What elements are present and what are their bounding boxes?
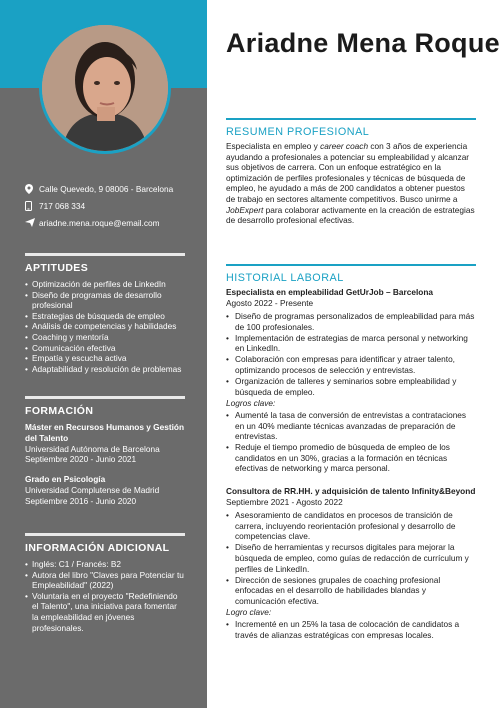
list-item: • Empatía y escucha activa <box>25 353 185 364</box>
summary-part: para colaborar activamente en la creación de estrategias de desarrollo profesional efectivas. <box>226 204 475 226</box>
list-item: • Aumenté la tasa de conversión de entrevistas a contrataciones en un 40% mediante técnicas avanzadas de preparación de entrevistas. <box>226 410 476 442</box>
job-entry <box>226 287 476 474</box>
logros-label: Logro clave: <box>226 606 272 617</box>
candidate-name: Ariadne Mena Roque <box>226 28 500 58</box>
list-item: • Diseño de programas de desarrollo profesional <box>25 290 185 311</box>
education-dates: Septiembre 2016 - Junio 2020 <box>25 495 137 506</box>
aptitudes-section <box>25 253 185 374</box>
phone-icon <box>25 201 39 211</box>
list-item: • Organización de talleres y seminarios sobre empleabilidad y búsqueda de empleo. <box>226 376 476 397</box>
list-item: • Análisis de competencias y habilidades <box>25 321 185 332</box>
resumen-text <box>226 141 476 226</box>
list-item: • Estrategias de búsqueda de empleo <box>25 311 185 322</box>
list-item: • Comunicación efectiva <box>25 343 185 354</box>
list-item: • Diseño de herramientas y recursos digitales para mejorar la búsqueda de empleo, como guías de redacción de currículum y perfiles de LinkedIn. <box>226 542 476 574</box>
list-item: • Implementación de estrategias de marca personal y networking en LinkedIn. <box>226 333 476 354</box>
list-item: • Asesoramiento de candidatos en procesos de transición de carrera, incluyendo reorientación profesional y desarrollo de competencias clave. <box>226 510 476 542</box>
job-achievements <box>226 619 476 640</box>
education-school: Universidad Complutense de Madrid <box>25 484 160 495</box>
list-item: • Diseño de programas personalizados de empleabilidad para más de 100 profesionales. <box>226 311 476 332</box>
list-item: • Reduje el tiempo promedio de búsqueda de empleo de los candidatos en un 30%, gracias a la formación en técnicas efectivas de networking y marca personal. <box>226 442 476 474</box>
education-degree: Grado en Psicología <box>25 474 106 485</box>
job-entry <box>226 486 476 640</box>
address-text: Calle Quevedo, 9 08006 - Barcelona <box>39 183 174 194</box>
send-icon <box>25 218 39 227</box>
list-item: • Autora del libro "Claves para Potenciar tu Empleabilidad" (2022) <box>25 570 185 591</box>
education-dates: Septiembre 2020 - Junio 2021 <box>25 454 137 465</box>
aptitudes-list <box>25 279 185 374</box>
logros-label: Logros clave: <box>226 397 276 408</box>
contact-email <box>25 214 195 231</box>
resumen-section <box>226 118 476 226</box>
job-title: Especialista en empleabilidad GetUrJob – Barcelona <box>226 287 434 297</box>
map-pin-icon <box>25 184 39 194</box>
summary-emphasis: JobExpert <box>226 204 264 215</box>
profile-photo <box>42 25 168 151</box>
list-item: • Inglés: C1 / Francés: B2 <box>25 559 185 570</box>
section-divider <box>25 533 185 536</box>
formacion-section <box>25 396 185 516</box>
summary-part: Especialista en empleo y <box>226 141 321 151</box>
list-item: • Coaching y mentoría <box>25 332 185 343</box>
adicional-list <box>25 559 185 633</box>
profile-photo-frame <box>39 22 171 154</box>
education-degree: Máster en Recursos Humanos y Gestión del Talento <box>25 422 185 443</box>
list-item: • Optimización de perfiles de LinkedIn <box>25 279 185 290</box>
formacion-title: FORMACIÓN <box>25 405 94 417</box>
education-item <box>25 474 185 506</box>
job-achievements <box>226 410 476 474</box>
section-divider <box>25 253 185 256</box>
adicional-section <box>25 533 185 633</box>
historial-title: HISTORIAL LABORAL <box>226 264 476 284</box>
summary-emphasis: career coach <box>320 141 369 151</box>
resumen-title: RESUMEN PROFESIONAL <box>226 118 476 138</box>
phone-text: 717 068 334 <box>39 200 86 211</box>
list-item: • Dirección de sesiones grupales de coaching profesional enfocadas en el desarrollo de habilidades blandas y comunicación efectiva. <box>226 575 476 607</box>
section-divider <box>25 396 185 399</box>
historial-section <box>226 264 476 641</box>
job-dates: Agosto 2022 - Presente <box>226 297 314 308</box>
job-dates: Septiembre 2021 - Agosto 2022 <box>226 496 343 507</box>
contact-phone <box>25 197 195 214</box>
contact-info <box>25 180 195 231</box>
list-item: • Voluntaria en el proyecto "Redefiniendo el Talento", una iniciativa para fomentar la empleabilidad en jóvenes profesionales. <box>25 591 185 633</box>
list-item: • Incrementé en un 25% la tasa de colocación de candidatos a través de alianzas estratégicas con empresas locales. <box>226 619 476 640</box>
profile-photo-illustration <box>42 25 168 151</box>
education-school: Universidad Autónoma de Barcelona <box>25 443 160 454</box>
list-item: • Adaptabilidad y resolución de problemas <box>25 364 185 375</box>
job-tasks <box>226 311 476 397</box>
adicional-title: INFORMACIÓN ADICIONAL <box>25 542 170 554</box>
education-item <box>25 422 185 465</box>
email-link[interactable]: ariadne.mena.roque@email.com <box>39 217 160 228</box>
list-item: • Colaboración con empresas para identificar y atraer talento, optimizando procesos de selección y entrevistas. <box>226 354 476 375</box>
job-tasks <box>226 510 476 606</box>
aptitudes-title: APTITUDES <box>25 262 89 274</box>
contact-address <box>25 180 195 197</box>
job-title: Consultora de RR.HH. y adquisición de talento Infinity&Beyond <box>226 486 476 497</box>
summary-part: con 3 años de experiencia ayudando a profesionales a potenciar su empleabilidad y alcanzar sus objetivos de carrera. Con un enfoque estratégico en la optimización de perfiles profesionales y técnicas de búsqueda de empleo, he ayudado a más de 200 candidatos a obtener puestos de trabajo en sectores altamente competitivos. Busco unirme a <box>226 141 470 204</box>
